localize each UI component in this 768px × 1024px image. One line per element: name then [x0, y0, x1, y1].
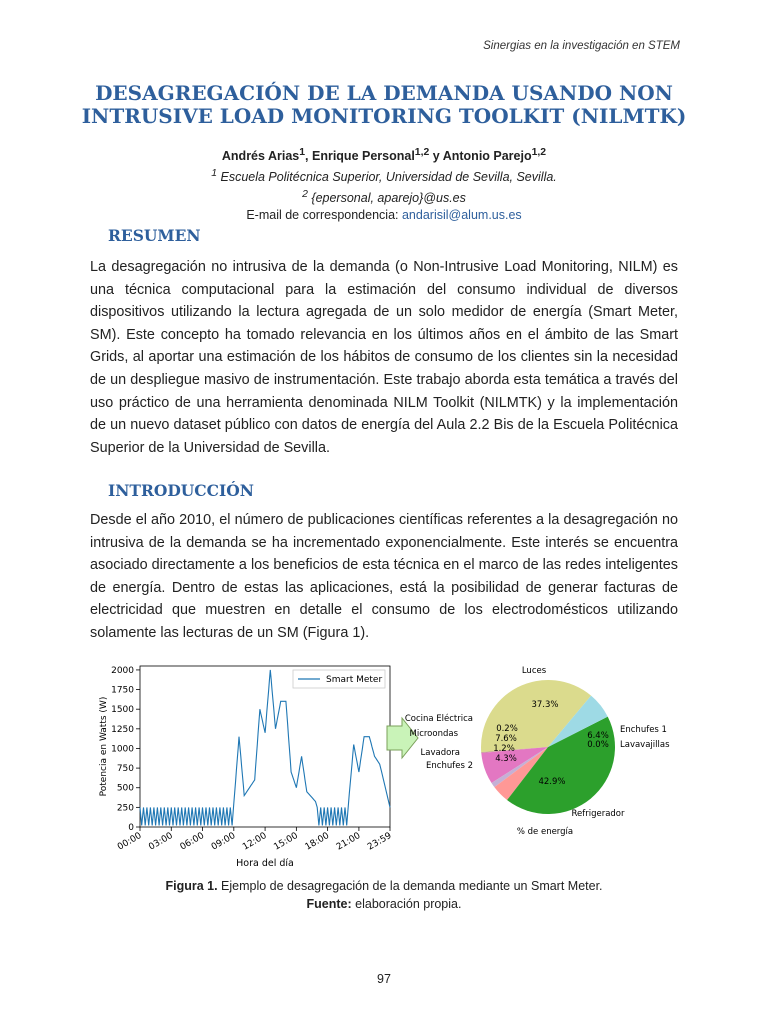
pie-percent: 6.4% — [587, 731, 609, 741]
y-tick-label: 1250 — [111, 724, 134, 735]
pie-axis-label: % de energía — [516, 827, 574, 837]
pie-label: Lavavajillas — [620, 740, 670, 750]
legend-label: Smart Meter — [326, 675, 383, 685]
y-tick-label: 1750 — [111, 685, 134, 696]
y-axis-label: Potencia en Watts (W) — [99, 696, 109, 797]
pie-percent: 0.2% — [496, 724, 518, 734]
affiliation-2: $^2$ {epersonal, aparejo}@us.es — [302, 189, 466, 206]
x-tick-label: 06:00 — [178, 830, 207, 853]
title-line-1: DESAGREGACIÓN DE LA DEMANDA USANDO NON — [95, 81, 673, 105]
x-tick-label: 12:00 — [241, 830, 269, 853]
pie-percent: 37.3% — [531, 700, 559, 710]
running-header: Sinergias en la investigación en STEM — [483, 40, 680, 52]
author-names: Andrés Arias$^1$, Enrique Personal$^{1,2}$ y Antonio Parejo$^{1,2}$ — [221, 147, 547, 164]
x-tick-label: 00:00 — [116, 830, 144, 853]
pie-label: Enchufes 2 — [426, 761, 473, 771]
y-tick-label: 750 — [116, 764, 134, 775]
y-tick-label: 0 — [128, 823, 134, 833]
x-tick-label: 15:00 — [272, 830, 300, 853]
y-tick-label: 1500 — [111, 705, 134, 716]
pie-percent: 1.2% — [493, 744, 515, 754]
plot-area — [140, 666, 390, 827]
pie-label: Refrigerador — [571, 809, 625, 819]
author-2: Enrique Personal — [311, 149, 415, 164]
page-number: 97 — [377, 972, 391, 986]
pie-label: Lavadora — [420, 748, 460, 758]
pie-label: Luces — [521, 666, 547, 676]
author-1: Andrés Arias — [221, 149, 300, 164]
x-tick-label: 03:00 — [147, 830, 175, 853]
pie-chart — [405, 666, 670, 837]
x-tick-label: 18:00 — [303, 830, 332, 853]
email-link[interactable]: andarisil@alum.us.es — [401, 208, 522, 223]
y-tick-label: 500 — [116, 783, 134, 794]
pie-percent: 0.0% — [587, 740, 609, 750]
y-tick-label: 2000 — [111, 665, 134, 676]
line-chart — [99, 666, 394, 869]
pie-percent: 42.9% — [538, 777, 566, 787]
x-tick-label: 23:59 — [366, 830, 394, 853]
paper-title — [60, 82, 708, 128]
x-axis-label: Hora del día — [236, 858, 294, 869]
y-tick-label: 1000 — [111, 744, 134, 755]
resumen-heading: RESUMEN — [108, 226, 201, 245]
introduccion-heading: INTRODUCCIÓN — [108, 481, 254, 500]
resumen-paragraph: La desagregación no intrusiva de la demanda (o Non-Intrusive Load Monitoring, NILM) es una técnica computacional para la estimación del consumo individual de diversos dispositivos utilizando la lectura agregada de un solo medidor de energía (Smart Meter, SM). Este concepto ha tomado relevancia en los últimos años en el ámbito de las Smart Grids, al aportar una estimación de los hábitos de consumo de los clientes sin la necesidad de un despliegue masivo de instrumentación. Este trabajo aborda esta temática a través del uso práctico de una herramienta denominada NILM Toolkit (NILMTK) y la implementación de un nuevo dataset público con datos de energía del Aula 2.2 Bis de la Escuela Politécnica Superior de la Universidad de Sevilla. — [90, 259, 678, 456]
pie-percent: 4.3% — [495, 754, 517, 764]
author-3: Antonio Parejo — [442, 149, 532, 164]
series-line-smart-meter — [140, 670, 390, 826]
author-block — [0, 144, 768, 224]
x-tick-label: 09:00 — [209, 830, 238, 853]
pie-label: Cocina Eléctrica — [404, 714, 473, 724]
figure-1 — [90, 656, 680, 876]
title-line-2: INTRUSIVE LOAD MONITORING TOOLKIT (NILMTK) — [81, 104, 687, 128]
correspondence-email: E-mail de correspondencia: andarisil@alum.us.es — [246, 208, 522, 223]
legend — [293, 670, 385, 688]
pie-label: Microondas — [409, 729, 458, 739]
figure-svg — [90, 656, 680, 876]
introduccion-paragraph: Desde el año 2010, el número de publicaciones científicas referentes a la desagregación no intrusiva de la demanda se ha incrementado exponencialmente. Este interés se encuentra asociado directamente a los beneficios de esta técnica en el marco de las redes inteligentes de energía. Dentro de estas las aplicaciones, está la posibilidad de generar facturas de electricidad que muestren en detalle el consumo de los electrodomésticos utilizando solamente las lecturas de un SM (Figura 1). — [90, 512, 678, 641]
pie-label: Enchufes 1 — [620, 725, 667, 735]
y-tick-label: 250 — [116, 803, 134, 814]
affiliation-1: $^1$ Escuela Politécnica Superior, Universidad de Sevilla, Sevilla. — [211, 168, 557, 185]
pie-percent: 7.6% — [495, 734, 517, 744]
figure-caption: Figura 1. Ejemplo de desagregación de la demanda mediante un Smart Meter. Fuente: elaboración propia. — [165, 879, 603, 911]
x-tick-label: 21:00 — [334, 830, 363, 853]
